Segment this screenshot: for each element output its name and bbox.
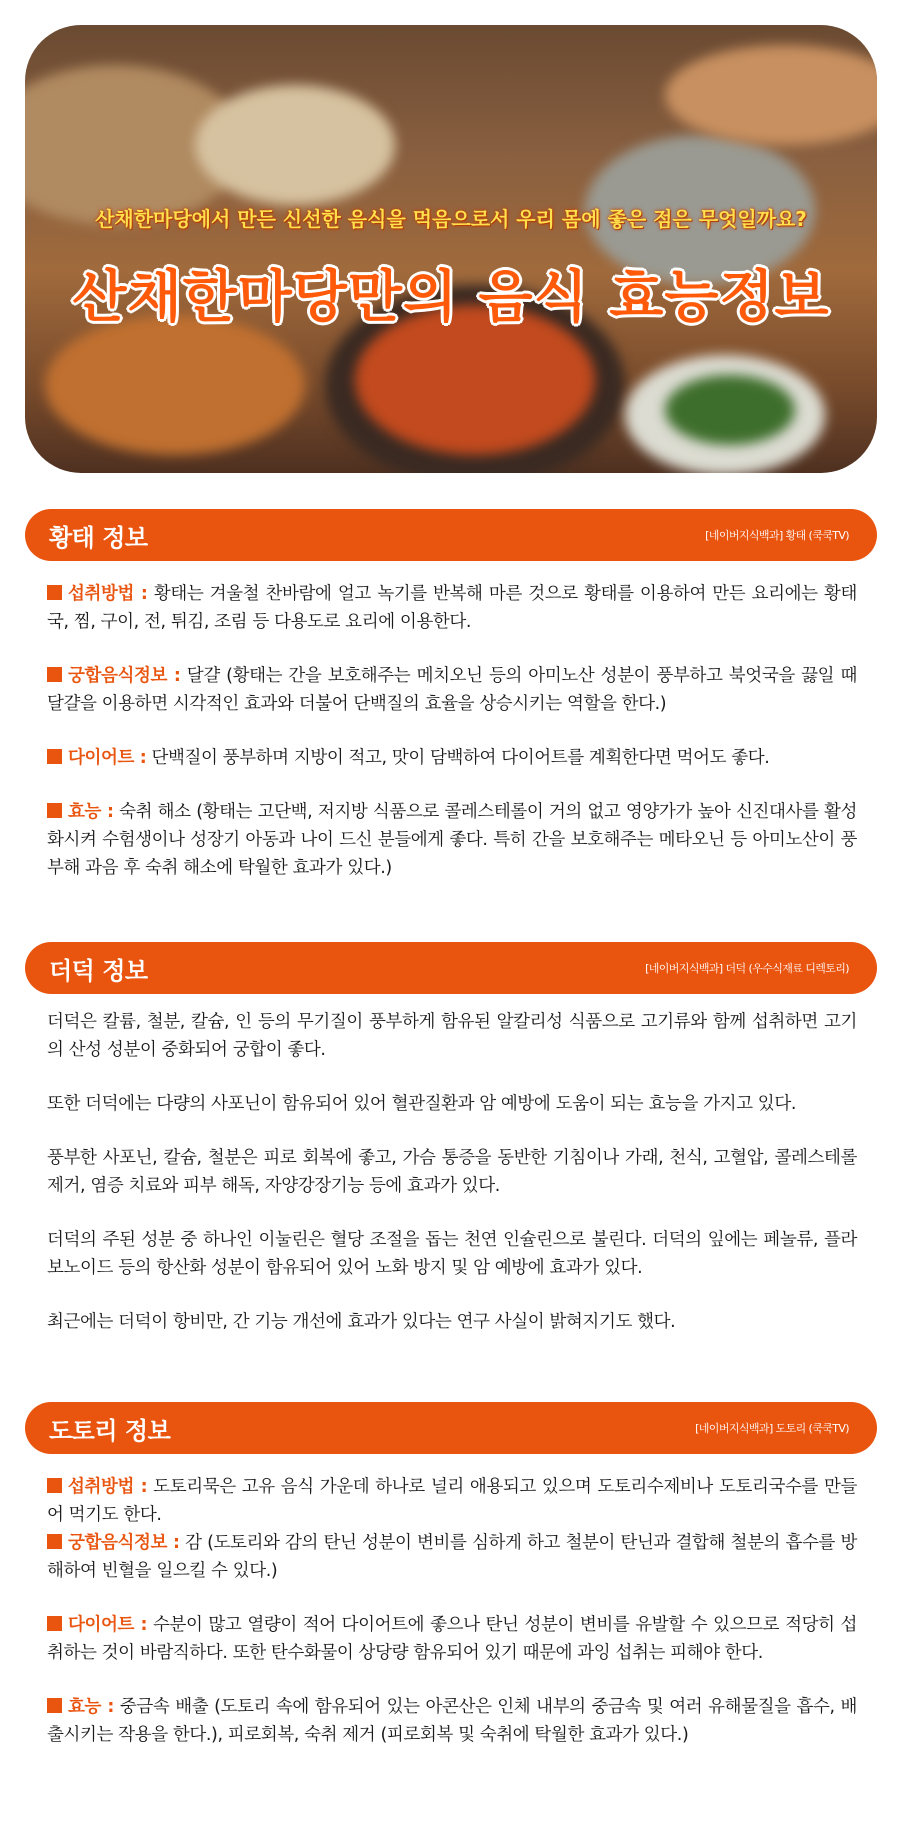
food-plate <box>195 85 395 205</box>
section-header-hwangtae <box>25 509 877 561</box>
info-label: 섭취방법 : <box>68 584 148 604</box>
section-source: [네이버지식백과] 도토리 (쿡쿡TV) <box>695 1422 849 1435</box>
section-source: [네이버지식백과] 황태 (쿡쿡TV) <box>705 529 849 542</box>
section-title: 황태 정보 <box>49 523 148 552</box>
info-label: 궁합음식정보 : <box>68 666 181 686</box>
section-body-hwangtae <box>47 580 857 882</box>
section-header-dotori <box>25 1402 877 1454</box>
info-paragraph: 또한 더덕에는 다량의 사포닌이 함유되어 있어 혈관질환과 암 예방에 도움이 되는 효능을 가지고 있다. <box>47 1094 796 1114</box>
bullet-square-icon <box>47 1534 62 1549</box>
info-label: 효능 : <box>68 1697 114 1717</box>
bullet-square-icon <box>47 585 62 600</box>
section-title: 도토리 정보 <box>49 1416 171 1445</box>
hero-banner <box>25 25 877 473</box>
bullet-square-icon <box>47 803 62 818</box>
bullet-square-icon <box>47 1616 62 1631</box>
info-paragraph: 최근에는 더덕이 항비만, 간 기능 개선에 효과가 있다는 연구 사실이 밝혀지기도 했다. <box>47 1312 676 1332</box>
food-plate <box>45 315 305 455</box>
info-paragraph: 풍부한 사포닌, 칼슘, 철분은 피로 회복에 좋고, 가슴 통증을 동반한 기침이나 가래, 천식, 고혈압, 콜레스테롤 제거, 염증 치료와 피부 해독, 자양강장기능 등에 효과가 있다. <box>47 1148 857 1196</box>
bullet-square-icon <box>47 1698 62 1713</box>
section-source: [네이버지식백과] 더덕 (우수식재료 디렉토리) <box>645 962 849 975</box>
food-plate <box>665 45 877 145</box>
bullet-square-icon <box>47 667 62 682</box>
info-paragraph: 더덕은 칼륨, 철분, 칼슘, 인 등의 무기질이 풍부하게 함유된 알칼리성 식품으로 고기류와 함께 섭취하면 고기의 산성 성분이 중화되어 궁합이 좋다. <box>47 1012 857 1060</box>
hero-subtitle: 산채한마당에서 만든 신선한 음식을 먹음으로서 우리 몸에 좋은 점은 무엇일까요? <box>95 207 807 231</box>
info-text: 수분이 많고 열량이 적어 다이어트에 좋으나 탄닌 성분이 변비를 유발할 수 있으므로 적당히 섭취하는 것이 바람직하다. 또한 탄수화물이 상당량 함유되어 있기 때문에 과잉 섭취는 피해야 한다. <box>47 1615 857 1663</box>
section-body-deodeok <box>47 1008 857 1336</box>
info-paragraph: 더덕의 주된 성분 중 하나인 이눌린은 혈당 조절을 돕는 천연 인슐린으로 불린다. 더덕의 잎에는 페놀류, 플라보노이드 등의 항산화 성분이 함유되어 있어 노화 방지 및 암 예방에 효과가 있다. <box>47 1230 857 1278</box>
info-item <box>47 662 857 718</box>
section-header-deodeok <box>25 942 877 994</box>
info-item <box>47 1693 857 1749</box>
info-item <box>47 744 857 772</box>
info-label: 효능 : <box>68 802 114 822</box>
hero-title: 산채한마당만의 음식 효능정보 <box>72 264 830 330</box>
section-title: 더덕 정보 <box>49 956 148 985</box>
info-item <box>47 1611 857 1667</box>
info-item <box>47 1529 857 1585</box>
info-label: 다이어트 : <box>68 1615 148 1635</box>
bullet-square-icon <box>47 1478 62 1493</box>
info-item <box>47 798 857 882</box>
info-text: 감 (도토리와 감의 탄닌 성분이 변비를 심하게 하고 철분이 탄닌과 결합해 철분의 흡수를 방해하여 빈혈을 일으킬 수 있다.) <box>47 1533 857 1581</box>
bullet-square-icon <box>47 749 62 764</box>
info-text: 단백질이 풍부하며 지방이 적고, 맛이 담백하여 다이어트를 계획한다면 먹어도 좋다. <box>146 748 770 768</box>
info-text: 황태는 겨울철 찬바람에 얼고 녹기를 반복해 마른 것으로 황태를 이용하여 만든 요리에는 황태국, 찜, 구이, 전, 튀김, 조림 등 다용도로 요리에 이용한다. <box>47 584 857 632</box>
info-label: 다이어트 : <box>68 748 147 768</box>
info-item <box>47 580 857 636</box>
section-body-dotori <box>47 1473 857 1749</box>
info-text: 달걀 (황태는 간을 보호해주는 메치오닌 등의 아미노산 성분이 풍부하고 북엇국을 끓일 때 달걀을 이용하면 시각적인 효과와 더불어 단백질의 효율을 상승시키는 역할을 한다.) <box>47 666 857 714</box>
info-text: 중금속 배출 (도토리 속에 함유되어 있는 아콘산은 인체 내부의 중금속 및 여러 유해물질을 흡수, 배출시키는 작용을 한다.), 피로회복, 숙취 제거 (피로회복 및 숙취에 탁월한 효과가 있다.) <box>47 1697 857 1745</box>
info-item <box>47 1473 857 1529</box>
info-label: 궁합음식정보 : <box>68 1533 180 1553</box>
info-text: 숙취 해소 (황태는 고단백, 저지방 식품으로 콜레스테롤이 거의 없고 영양가가 높아 신진대사를 활성화시켜 수험생이나 성장기 아동과 나이 드신 분들에게 좋다. 특히 간을 보호해주는 메타오닌 등 아미노산이 풍부해 과음 후 숙취 해소에 탁월한 효과가 있다.) <box>47 802 857 878</box>
food-plate <box>665 375 795 445</box>
info-text: 도토리묵은 고유 음식 가운데 하나로 널리 애용되고 있으며 도토리수제비나 도토리국수를 만들어 먹기도 한다. <box>47 1477 858 1525</box>
info-label: 섭취방법 : <box>68 1477 148 1497</box>
